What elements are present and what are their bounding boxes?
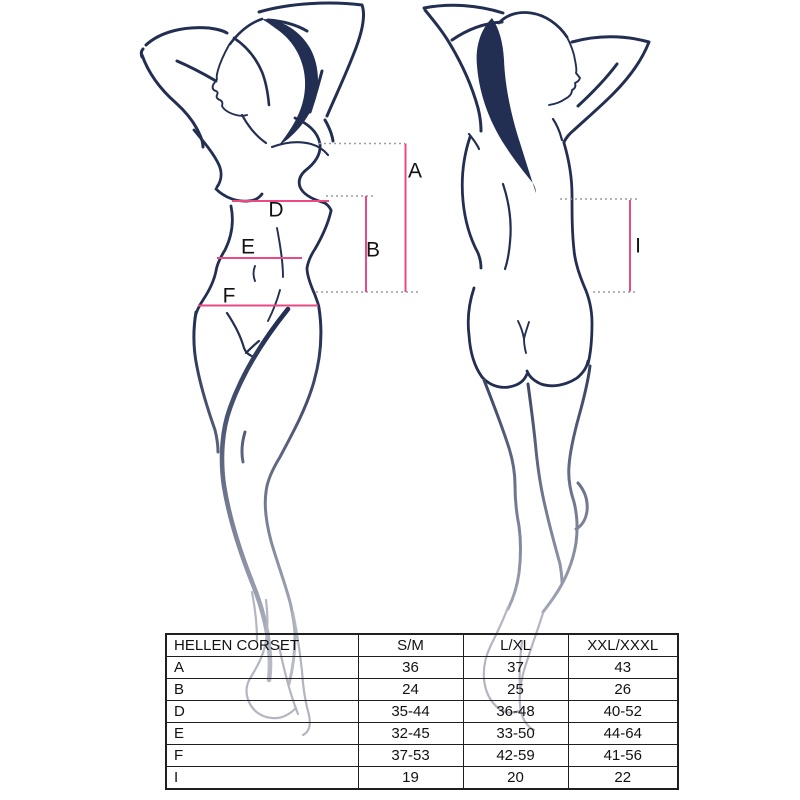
- size-value-cell: 42-59: [463, 745, 568, 767]
- size-table-row-e: [166, 723, 678, 745]
- back-legs: [484, 366, 590, 612]
- size-table-row-b: [166, 679, 678, 701]
- row-label-cell: A: [166, 657, 358, 679]
- size-table-row-d: [166, 701, 678, 723]
- back-head: [499, 12, 567, 37]
- row-label-cell: B: [166, 679, 358, 701]
- size-table-row-f: [166, 745, 678, 767]
- measure-label-a: A: [407, 159, 423, 183]
- size-value-cell: 43: [568, 657, 678, 679]
- measure-label-b: B: [365, 238, 381, 262]
- size-value-cell: 36: [358, 657, 463, 679]
- front-figure-illustration: [141, 3, 363, 735]
- back-arms: [424, 5, 649, 142]
- size-table-header-row: [166, 634, 678, 657]
- size-value-cell: 41-56: [568, 745, 678, 767]
- row-label-cell: F: [166, 745, 358, 767]
- row-label-cell: I: [166, 767, 358, 790]
- back-face-profile: [549, 37, 580, 105]
- size-table-row-a: [166, 657, 678, 679]
- size-value-cell: 19: [358, 767, 463, 790]
- size-value-cell: 37-53: [358, 745, 463, 767]
- size-value-cell: 33-50: [463, 723, 568, 745]
- size-table-col-sm: S/M: [358, 634, 463, 657]
- measure-label-d: D: [268, 198, 284, 222]
- back-sacrum-lines: [518, 321, 529, 353]
- size-value-cell: 40-52: [568, 701, 678, 723]
- front-bust: [194, 118, 331, 210]
- size-value-cell: 32-45: [358, 723, 463, 745]
- size-table-row-i: [166, 767, 678, 790]
- size-value-cell: 24: [358, 679, 463, 701]
- size-value-cell: 25: [463, 679, 568, 701]
- size-value-cell: 26: [568, 679, 678, 701]
- size-value-cell: 37: [463, 657, 568, 679]
- size-value-cell: 35-44: [358, 701, 463, 723]
- size-table-product-name-cell: HELLEN CORSET: [166, 634, 358, 657]
- front-face-profile: [213, 45, 247, 116]
- size-value-cell: 36-48: [463, 701, 568, 723]
- back-hair: [477, 18, 536, 193]
- size-table: [165, 633, 679, 790]
- measure-label-i: I: [635, 234, 641, 258]
- front-leg-cross-stroke: [222, 309, 288, 680]
- row-label-cell: E: [166, 723, 358, 745]
- front-hairline: [230, 19, 269, 105]
- back-figure-illustration: [424, 5, 649, 730]
- row-label-cell: D: [166, 701, 358, 723]
- size-value-cell: 44-64: [568, 723, 678, 745]
- size-value-cell: 22: [568, 767, 678, 790]
- size-table-col-lxl: L/XL: [463, 634, 568, 657]
- back-buttocks: [482, 361, 588, 387]
- front-torso-edges: [195, 206, 331, 318]
- measure-label-f: F: [222, 284, 236, 308]
- measure-label-e: E: [240, 235, 256, 259]
- front-abdomen-lines: [254, 228, 284, 321]
- size-value-cell: 20: [463, 767, 568, 790]
- size-table-col-xxl: XXL/XXXL: [568, 634, 678, 657]
- front-hip-lines: [227, 313, 259, 357]
- back-spine-line: [503, 184, 511, 269]
